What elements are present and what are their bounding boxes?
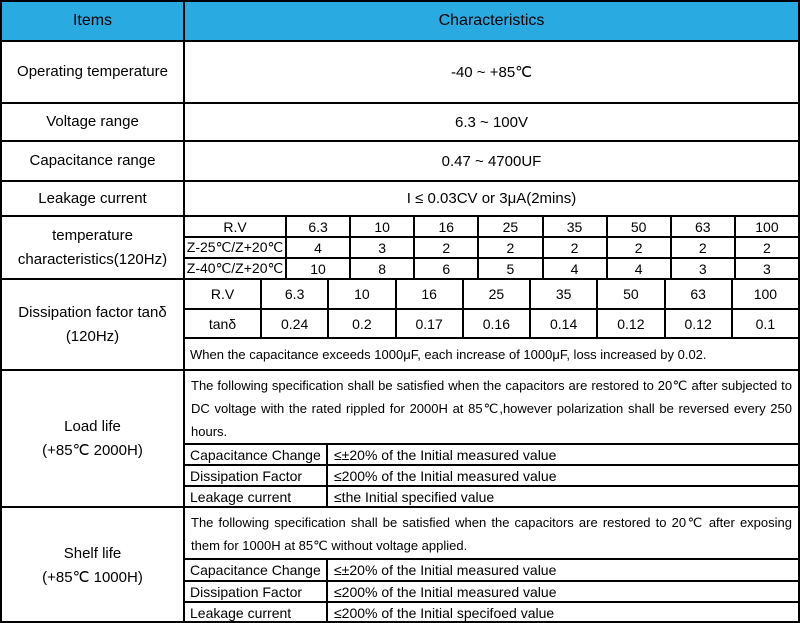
item-label: Voltage range (2, 104, 185, 140)
tand-value-cell: 0.2 (327, 310, 394, 337)
row-voltage-range (2, 104, 798, 142)
item-label-line1: Dissipation factor tanδ (18, 303, 167, 321)
z40-value-cell: 8 (349, 259, 413, 278)
item-label (2, 280, 185, 369)
z25-value-cell: 2 (413, 238, 477, 257)
capacitance-change-row (185, 445, 798, 466)
dissipation-factor-row (185, 582, 798, 604)
tand-value-cell: 0.1 (731, 310, 798, 337)
characteristics-column-header: Characteristics (438, 12, 545, 29)
z40-value-cell: 10 (285, 259, 349, 278)
rv-header-cell: R.V (223, 218, 247, 235)
z40-value-cell: 3 (734, 259, 798, 278)
item-value: 6.3 ~ 100V (455, 113, 528, 131)
z25-label-cell: Z-25℃/Z+20℃ (186, 239, 284, 255)
z25-row (185, 238, 798, 259)
rv-value-cell: 16 (395, 280, 462, 308)
rv-value-cell: 35 (529, 280, 596, 308)
rv-value-cell: 100 (731, 280, 798, 308)
row-operating-temperature (2, 42, 798, 104)
row-shelf-life (2, 508, 798, 623)
item-value: -40 ~ +85℃ (450, 64, 533, 81)
criterion-value: ≤±20% of the Initial measured value (326, 445, 798, 464)
item-label-line2: (120Hz) (65, 327, 120, 345)
rv-value-cell: 50 (596, 280, 663, 308)
criterion-value: ≤±20% of the Initial measured value (326, 560, 798, 580)
tand-row (185, 310, 798, 339)
rv-value-cell: 6.3 (260, 280, 327, 308)
tand-value-cell: 0.17 (395, 310, 462, 337)
z25-value-cell: 4 (285, 238, 349, 257)
z25-value-cell: 2 (606, 238, 670, 257)
z25-value-cell: 2 (542, 238, 606, 257)
row-load-life (2, 371, 798, 508)
table-header-row (2, 2, 798, 42)
z25-value-cell: 2 (670, 238, 734, 257)
row-temperature-characteristics (2, 217, 798, 280)
leakage-current-row (185, 487, 798, 506)
criterion-label: Dissipation Factor (190, 467, 303, 484)
z40-value-cell: 4 (606, 259, 670, 278)
item-label (2, 217, 185, 278)
item-label-line2: characteristics(120Hz) (17, 250, 168, 268)
criterion-label: Leakage current (190, 488, 292, 505)
z40-value-cell: 6 (413, 259, 477, 278)
item-label: Operating temperature (2, 42, 185, 102)
capacitance-change-row (185, 560, 798, 582)
criterion-label: Capacitance Change (190, 446, 321, 463)
tand-value-cell: 0.14 (529, 310, 596, 337)
z40-value-cell: 3 (670, 259, 734, 278)
rv-header-row (185, 217, 798, 238)
rv-value-cell: 35 (542, 217, 606, 236)
tand-value-cell: 0.16 (462, 310, 529, 337)
dissipation-factor-row (185, 466, 798, 487)
tand-value-cell: 0.12 (664, 310, 731, 337)
tand-value-cell: 0.24 (260, 310, 327, 337)
row-dissipation-factor (2, 280, 798, 371)
criterion-value: ≤200% of the Initial specifoed value (326, 603, 798, 623)
row-capacitance-range (2, 142, 798, 182)
item-value: I ≤ 0.03CV or 3μA(2mins) (406, 190, 577, 207)
criterion-value: ≤200% of the Initial measured value (326, 466, 798, 485)
item-label-line2: (+85℃ 1000H) (42, 568, 143, 586)
rv-header-row (185, 280, 798, 310)
rv-header-cell: R.V (210, 286, 235, 302)
items-column-header: Items (2, 2, 185, 40)
temp-char-subtable (185, 217, 798, 278)
z40-value-cell: 5 (477, 259, 541, 278)
tand-value-cell: 0.12 (596, 310, 663, 337)
load-life-description: The following specification shall be satisfied when the capacitors are restored to 20℃ after subjected to DC voltage with the rated rippled for 2000H at 85℃,however polarization shall be reversed every 250 hours. (185, 371, 798, 445)
rv-value-cell: 100 (734, 217, 798, 236)
criterion-label: Dissipation Factor (190, 583, 303, 600)
rv-value-cell: 10 (327, 280, 394, 308)
item-label (2, 508, 185, 623)
shelf-life-detail (185, 508, 798, 623)
criterion-value: ≤200% of the Initial measured value (326, 582, 798, 602)
item-label: Capacitance range (2, 142, 185, 180)
tand-label-cell: tanδ (208, 315, 237, 332)
item-label-line1: Shelf life (63, 544, 122, 562)
rv-value-cell: 63 (664, 280, 731, 308)
criterion-value: ≤the Initial specified value (326, 487, 798, 506)
item-value: 0.47 ~ 4700UF (441, 152, 542, 170)
z40-row (185, 259, 798, 278)
z25-value-cell: 2 (734, 238, 798, 257)
criterion-label: Leakage current (190, 605, 292, 622)
dissipation-note: When the capacitance exceeds 1000μF, each increase of 1000μF, loss increased by 0.02. (190, 346, 707, 362)
z25-value-cell: 3 (349, 238, 413, 257)
item-label: Leakage current (2, 182, 185, 215)
load-life-detail (185, 371, 798, 506)
rv-value-cell: 10 (349, 217, 413, 236)
rv-value-cell: 6.3 (285, 217, 349, 236)
item-label-line1: temperature (52, 226, 133, 244)
rv-value-cell: 50 (606, 217, 670, 236)
rv-value-cell: 16 (413, 217, 477, 236)
z40-label-cell: Z-40℃/Z+20℃ (186, 260, 284, 276)
row-leakage-current (2, 182, 798, 217)
rv-value-cell: 25 (477, 217, 541, 236)
shelf-life-description: The following specification shall be satisfied when the capacitors are restored to 20℃ after exposing them for 1000H at 85℃ without voltage applied. (185, 508, 798, 560)
item-label-line1: Load life (64, 417, 121, 435)
criterion-label: Capacitance Change (190, 561, 321, 578)
item-label (2, 371, 185, 506)
dissipation-subtable (185, 280, 798, 369)
z25-value-cell: 2 (477, 238, 541, 257)
item-label-line2: (+85℃ 2000H) (42, 441, 143, 459)
rv-value-cell: 25 (462, 280, 529, 308)
z40-value-cell: 4 (542, 259, 606, 278)
rv-value-cell: 63 (670, 217, 734, 236)
leakage-current-row (185, 603, 798, 623)
